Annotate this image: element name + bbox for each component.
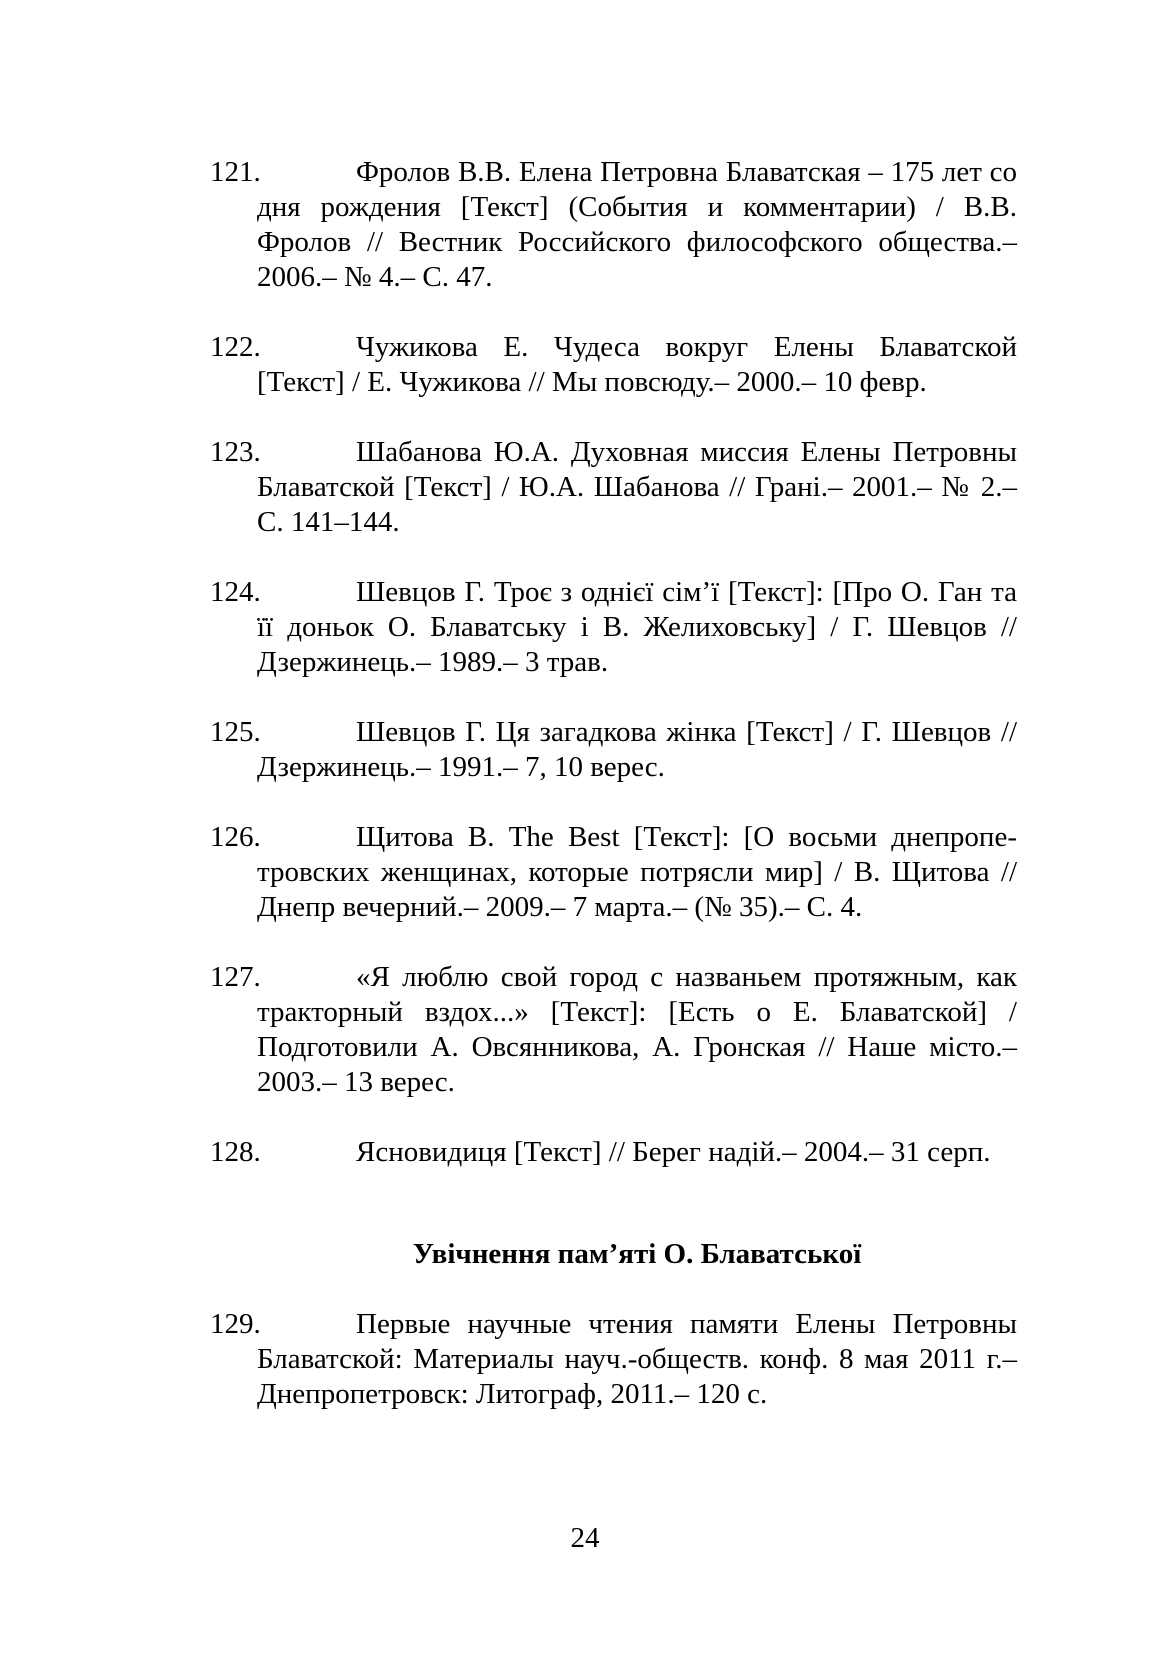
bibliography-entry (210, 715, 1017, 785)
bibliography-list (210, 155, 1017, 1447)
bibliography-entry (210, 820, 1017, 925)
entry-number: 124. (210, 576, 261, 608)
entry-text: Ясновидиця [Текст] // Берег надій.– 2004.– 31 серп. (356, 1136, 991, 1168)
entry-number: 128. (210, 1136, 261, 1168)
entry-text: Фролов В.В. Елена Петровна Блаватская – 175 лет со дня рождения [Текст] (События и комментарии) / В.В. Фролов // Вестник Российского философского общества.– 2006.– № 4.– С. 47. (257, 156, 1017, 293)
entry-text: Шевцов Г. Ця загадкова жінка [Текст] / Г. Шевцов // Дзержинець.– 1991.– 7, 10 верес. (257, 716, 1017, 783)
page-number: 24 (570, 1522, 600, 1554)
entry-text: Щитова В. The Best [Текст]: [О восьми днепропетровских женщинах, которые потрясли мир] / В. Щитова // Днепр вечерний.– 2009.– 7 марта.– (№ 35).– С. 4. (257, 821, 1017, 923)
entry-number: 126. (210, 821, 261, 853)
section-heading: Увічнення пам’яті О. Блаватської (412, 1238, 862, 1270)
entry-number: 125. (210, 716, 261, 748)
entry-text: Чужикова Е. Чудеса вокруг Елены Блаватской [Текст] / Е. Чужикова // Мы повсюду.– 2000.– 10 февр. (257, 331, 1017, 398)
entry-text: Первые научные чтения памяти Елены Петровны Блаватской: Материалы науч.-обществ. конф. 8 мая 2011 г.– Днепропетровск: Литограф, 2011.– 120 с. (257, 1308, 1017, 1410)
entry-number: 123. (210, 436, 261, 468)
bibliography-entry (210, 1307, 1017, 1412)
bibliography-entry (210, 155, 1017, 295)
entry-text: «Я люблю свой город с названьем протяжным, как тракторный вздох...» [Текст]: [Есть о Е. Блаватской] / Подготовили А. Овсянникова, А. Гронская // Наше місто.– 2003.– 13 верес. (257, 961, 1017, 1098)
entry-text: Шабанова Ю.А. Духовная миссия Елены Петровны Блаватской [Текст] / Ю.А. Шабанова // Грані.– 2001.– № 2.– С. 141–144. (257, 436, 1017, 538)
entry-number: 127. (210, 961, 261, 993)
entry-text: Шевцов Г. Троє з однієї сім’ї [Текст]: [Про О. Ган та її доньок О. Блаватську і В. Желиховську] / Г. Шевцов // Дзержинець.– 1989.– 3 трав. (257, 576, 1017, 678)
bibliography-entry (210, 575, 1017, 680)
entry-number: 122. (210, 331, 261, 363)
bibliography-entry (210, 1135, 1017, 1170)
bibliography-entry (210, 435, 1017, 540)
bibliography-entry (210, 960, 1017, 1100)
entry-number: 129. (210, 1308, 261, 1340)
bibliography-entry (210, 330, 1017, 400)
entry-number: 121. (210, 156, 261, 188)
